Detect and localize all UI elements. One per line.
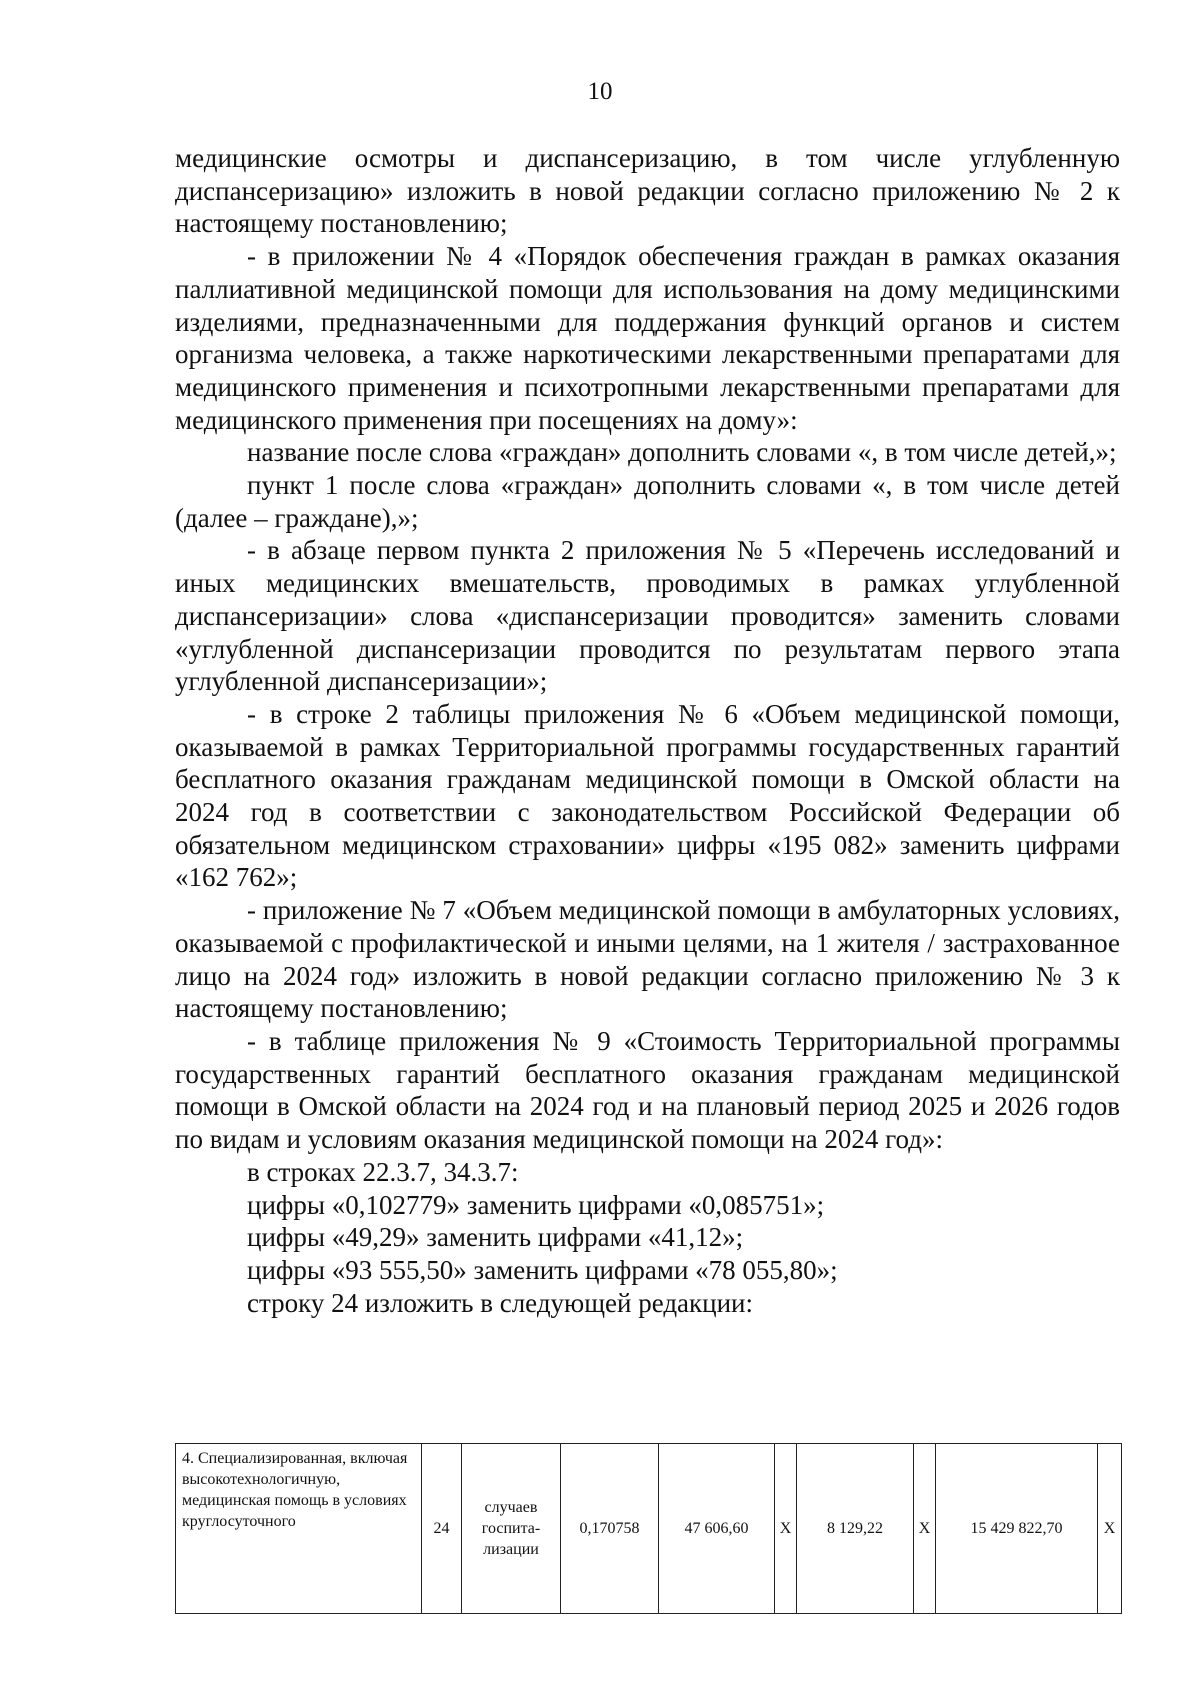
x-cell: X (914, 1444, 936, 1614)
paragraph: - в строке 2 таблицы приложения № 6 «Объем медицинской помощи, оказываемой в рамках Территориальной программы государственных гарантий бесплатного оказания гражданам медицинской помощи в Омской области на 2024 год в соответствии с законодательством Российской Федерации об обязательном медицинском страховании» цифры «195 082» заменить цифрами «162 762»; (175, 698, 1120, 893)
paragraph: - в абзаце первом пункта 2 приложения № 5 «Перечень исследований и иных медицинских вмешательств, проводимых в рамках углубленной диспансеризации» слова «диспансеризации проводится» заменить словами «углубленной диспансеризации проводится по результатам первого этапа углубленной диспансеризации»; (175, 535, 1120, 697)
row-name-cell: 4. Специализированная, включая высокотехнологичную, медицинская помощь в условиях круглосуточного (176, 1444, 422, 1614)
paragraph: цифры «93 555,50» заменить цифрами «78 055,80»; (247, 1254, 838, 1285)
paragraph: цифры «0,102779» заменить цифрами «0,085751»; (247, 1189, 825, 1220)
table-row (176, 1444, 1122, 1614)
page-number: 10 (587, 78, 613, 105)
table (175, 1443, 1122, 1614)
paragraph: - приложение № 7 «Объем медицинской помощи в амбулаторных условиях, оказываемой с профилактической и иными целями, на 1 жителя / застрахованное лицо на 2024 год» изложить в новой редакции согласно приложению № 3 к настоящему постановлению; (175, 895, 1120, 1024)
volume-cell: 0,170758 (561, 1444, 659, 1614)
row-number-cell: 24 (422, 1444, 462, 1614)
paragraph: цифры «49,29» заменить цифрами «41,12»; (247, 1222, 744, 1253)
per-capita-cell: 8 129,22 (797, 1444, 914, 1614)
paragraph: пункт 1 после слова «граждан» дополнить словами «, в том числе детей (далее – граждане),»; (175, 470, 1120, 533)
total-cell: 15 429 822,70 (936, 1444, 1098, 1614)
paragraph: название после слова «граждан» дополнить словами «, в том числе детей,»; (247, 437, 1117, 468)
unit-cell: случаев госпита-лизации (462, 1444, 561, 1614)
paragraph: в строках 22.3.7, 34.3.7: (247, 1156, 519, 1187)
paragraph: строку 24 изложить в следующей редакции: (247, 1287, 754, 1318)
paragraph: медицинские осмотры и диспансеризацию, в том числе углубленную диспансеризацию» изложить в новой редакции согласно приложению № 2 к настоящему постановлению; (175, 143, 1120, 239)
cost-table (175, 1443, 1121, 1614)
document-body (175, 142, 1120, 1319)
paragraph: - в приложении № 4 «Порядок обеспечения граждан в рамках оказания паллиативной медицинской помощи для использования на дому медицинскими изделиями, предназначенными для поддержания функций органов и систем организма человека, а также наркотическими лекарственными препаратами для медицинского применения и психотропными лекарственными препаратами для медицинского применения при посещениях на дому»: (175, 241, 1120, 435)
x-cell: X (1098, 1444, 1122, 1614)
cost-per-unit-cell: 47 606,60 (659, 1444, 775, 1614)
paragraph: - в таблице приложения № 9 «Стоимость Территориальной программы государственных гарантий бесплатного оказания гражданам медицинской помощи в Омской области на 2024 год и на плановый период 2025 и 2026 годов по видам и условиям оказания медицинской помощи на 2024 год»: (175, 1025, 1120, 1155)
x-cell: X (775, 1444, 797, 1614)
